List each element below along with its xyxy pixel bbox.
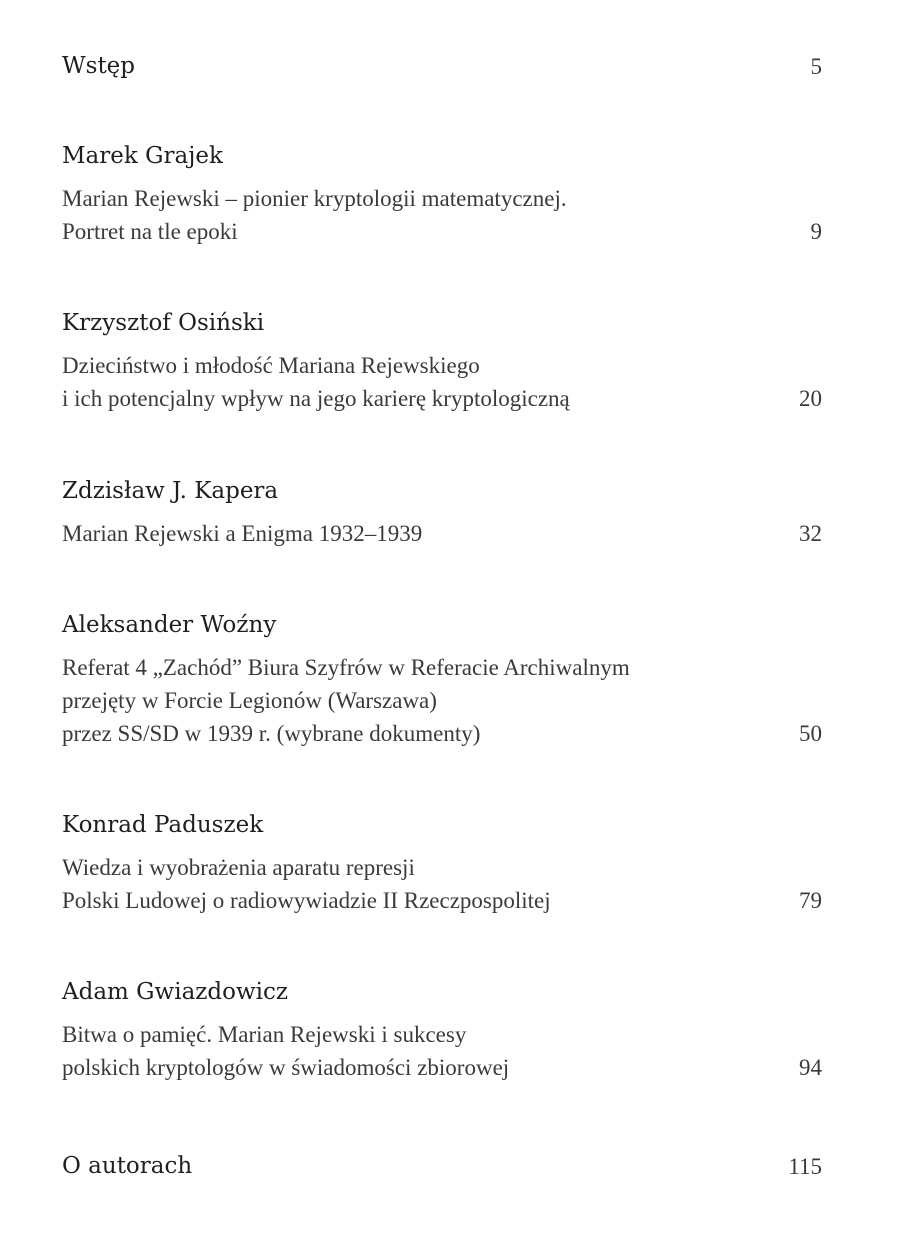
toc-entry-title	[62, 517, 822, 550]
toc-entry-title	[62, 851, 822, 917]
toc-entry-title	[62, 182, 822, 248]
toc-entry[interactable]	[62, 308, 822, 415]
toc-about-page: 115	[788, 1154, 822, 1179]
toc-entry-page: 32	[799, 521, 822, 546]
toc-entry[interactable]	[62, 610, 822, 750]
toc-entry-title-line: Marian Rejewski a Enigma 1932–1939	[62, 521, 423, 546]
toc-entry-title-line: polskich kryptologów w świadomości zbiorowej	[62, 1055, 510, 1080]
toc-entry-page: 94	[799, 1055, 822, 1080]
toc-entry-page: 20	[799, 386, 822, 411]
toc-entry-title-line: Dzieciństwo i młodość Mariana Rejewskiego	[62, 353, 480, 378]
toc-entry-author: Zdzisław J. Kapera	[62, 478, 279, 504]
toc-entry-title-line: Wiedza i wyobrażenia aparatu represji	[62, 855, 415, 880]
toc-entry-page: 50	[799, 721, 822, 746]
toc-entry-title	[62, 1018, 822, 1084]
toc-intro[interactable]	[62, 50, 822, 83]
toc-entry-title-line: Referat 4 „Zachód” Biura Szyfrów w Referacie Archiwalnym	[62, 655, 630, 680]
toc-entry-author: Konrad Paduszek	[62, 812, 264, 838]
toc-entry[interactable]	[62, 810, 822, 917]
toc-entry-title-line: i ich potencjalny wpływ na jego karierę kryptologiczną	[62, 386, 570, 411]
toc-entry-title-line: Portret na tle epoki	[62, 219, 238, 244]
toc-entry-title-line: Polski Ludowej o radiowywiadzie II Rzeczpospolitej	[62, 888, 551, 913]
toc-entry-title-line: przez SS/SD w 1939 r. (wybrane dokumenty)	[62, 721, 481, 746]
toc-entry[interactable]	[62, 476, 822, 550]
toc-entry-author: Aleksander Woźny	[62, 612, 277, 638]
toc-entry-author: Adam Gwiazdowicz	[62, 979, 289, 1005]
toc-entry-author: Marek Grajek	[62, 143, 223, 169]
toc-about-authors[interactable]	[62, 1150, 822, 1183]
toc-entry-title	[62, 651, 822, 750]
toc-entry[interactable]	[62, 977, 822, 1084]
toc-entry-author: Krzysztof Osiński	[62, 310, 265, 336]
toc-intro-label: Wstęp	[62, 53, 136, 79]
toc-entry-title-line: Bitwa o pamięć. Marian Rejewski i sukcesy	[62, 1022, 467, 1047]
toc-entry-title-line: przejęty w Forcie Legionów (Warszawa)	[62, 688, 437, 713]
toc-entry-page: 9	[810, 219, 822, 244]
toc-about-label: O autorach	[62, 1153, 193, 1179]
toc-entry-title	[62, 349, 822, 415]
toc-entry[interactable]	[62, 141, 822, 248]
toc-entry-page: 79	[799, 888, 822, 913]
toc-intro-page: 5	[810, 54, 822, 79]
toc-entry-title-line: Marian Rejewski – pionier kryptologii matematycznej.	[62, 186, 567, 211]
